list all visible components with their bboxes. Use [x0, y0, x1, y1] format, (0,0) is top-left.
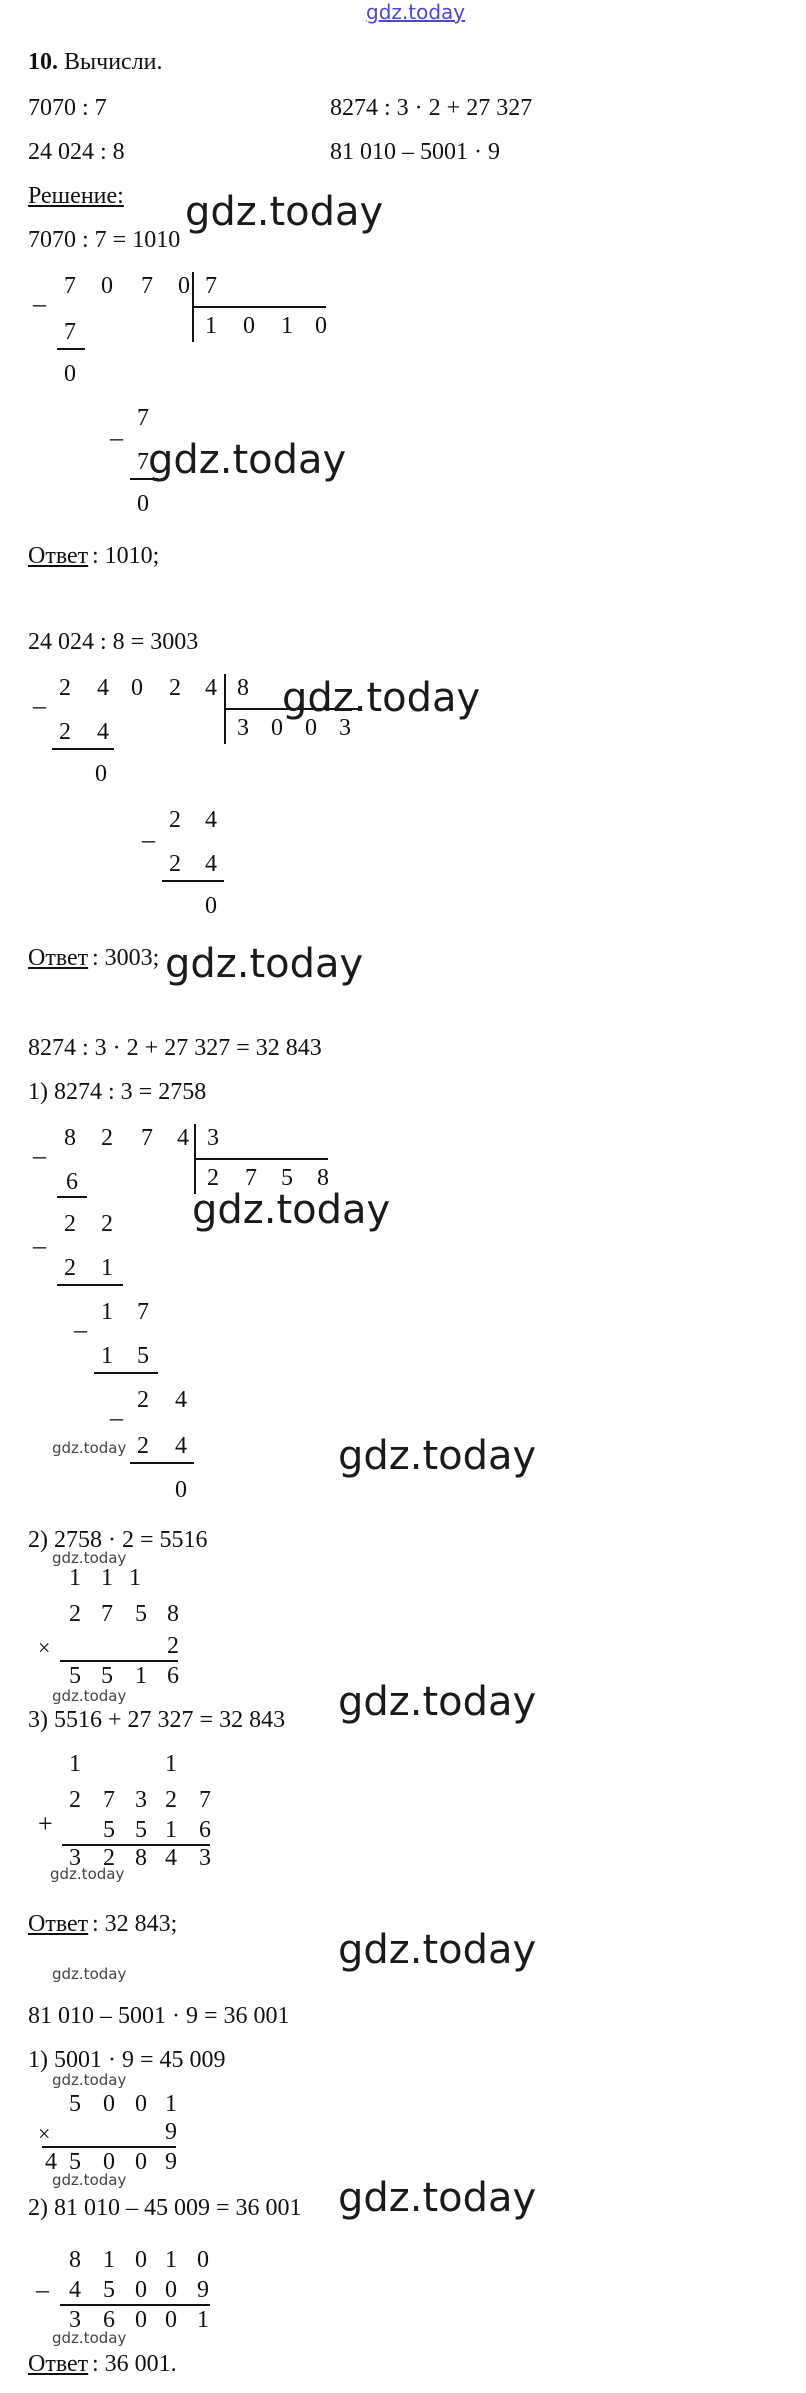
step-line — [52, 748, 114, 750]
s3-mul-digit: 7 — [101, 1601, 113, 1627]
s4-mul-result-digit: 0 — [103, 2149, 115, 2175]
expr-2: 8274 : 3 · 2 + 27 327 — [330, 95, 533, 121]
watermark: gdz.today — [338, 1679, 537, 1725]
s3-step-digit: 2 — [101, 1211, 113, 1237]
task-title: Вычисли. — [64, 49, 163, 75]
s3-dividend-digit: 2 — [101, 1125, 113, 1151]
s4-sub-digit: 4 — [69, 2277, 81, 2303]
task-header — [28, 48, 163, 76]
s3-step-digit: 5 — [137, 1343, 149, 1369]
s3-add-digit: 6 — [199, 1817, 211, 1843]
s1-quotient-digit: 1 — [281, 313, 293, 339]
s3-answer: : 32 843; — [92, 1911, 178, 1937]
s3-answer-label: Ответ — [28, 1911, 89, 1937]
s3-step-digit: 1 — [101, 1299, 113, 1325]
minus-sign: – — [74, 1315, 87, 1344]
watermark: gdz.today — [50, 1865, 125, 1883]
s3-mul-digit: 2 — [167, 1633, 179, 1659]
s4-mul-digit: 0 — [135, 2091, 147, 2117]
watermark: gdz.today — [338, 2175, 537, 2221]
s4-sub-digit: 9 — [197, 2277, 209, 2303]
s3-step-digit: 4 — [175, 1387, 187, 1413]
watermark: gdz.today — [52, 2071, 127, 2089]
s2-dividend-digit: 4 — [205, 675, 217, 701]
s2-step-digit: 0 — [95, 761, 107, 787]
step-line — [162, 880, 224, 882]
watermark: gdz.today — [52, 1439, 127, 1457]
s3-mul-result-digit: 1 — [135, 1663, 147, 1689]
s3-step-digit: 4 — [175, 1433, 187, 1459]
minus-sign: – — [110, 1403, 123, 1432]
minus-sign: – — [33, 691, 46, 720]
s1-step-digit: 7 — [137, 405, 149, 431]
watermark: gdz.today — [52, 2171, 127, 2189]
s3-mul-result-digit: 5 — [69, 1663, 81, 1689]
watermark: gdz.today — [185, 189, 384, 235]
step-line — [57, 348, 85, 350]
minus-sign: – — [110, 423, 123, 452]
watermark: gdz.today — [52, 1965, 127, 1983]
s3-add-digit: 7 — [103, 1787, 115, 1813]
s4-sub-result-digit: 0 — [135, 2307, 147, 2333]
step-line — [57, 1196, 87, 1198]
watermark: gdz.today — [282, 675, 481, 721]
s4-sub-result-digit: 3 — [69, 2307, 81, 2333]
s2-step-digit: 4 — [205, 851, 217, 877]
watermark-top: gdz.today — [366, 0, 466, 24]
s4-sub-result-digit: 1 — [197, 2307, 209, 2333]
s4-mul-result-digit: 4 — [45, 2149, 57, 2175]
s3-step-digit: 1 — [101, 1255, 113, 1281]
s2-dividend-digit: 4 — [97, 675, 109, 701]
s1-divisor: 7 — [205, 273, 217, 299]
s4-sub-digit: 0 — [197, 2247, 209, 2273]
s4-sub-digit: 0 — [135, 2277, 147, 2303]
minus-sign: – — [33, 289, 46, 318]
s1-dividend-digit: 7 — [64, 273, 76, 299]
expr-1: 7070 : 7 — [28, 95, 107, 121]
carry-digit: 1 — [69, 1565, 81, 1591]
s4-line: 81 010 – 5001 · 9 = 36 001 — [28, 2003, 290, 2029]
s1-step-digit: 7 — [137, 449, 149, 475]
s1-dividend-digit: 0 — [178, 273, 190, 299]
carry-digit: 1 — [165, 1751, 177, 1777]
s1-step-digit: 0 — [64, 361, 76, 387]
s3-quotient-digit: 8 — [317, 1165, 329, 1191]
s3-dividend-digit: 7 — [141, 1125, 153, 1151]
times-sign: × — [38, 2121, 51, 2146]
s3-quotient-digit: 5 — [281, 1165, 293, 1191]
s3-quotient-digit: 7 — [245, 1165, 257, 1191]
s1-answer-label: Ответ — [28, 543, 89, 569]
s4-sub-result-digit: 0 — [165, 2307, 177, 2333]
solution-label: Решение: — [28, 183, 124, 209]
s3-divisor: 3 — [207, 1125, 219, 1151]
s3-add-digit: 5 — [103, 1817, 115, 1843]
s3-dividend-digit: 4 — [177, 1125, 189, 1151]
s2-quotient-digit: 0 — [271, 715, 283, 741]
step-line — [130, 1462, 194, 1464]
s3-add-digit: 1 — [165, 1817, 177, 1843]
times-sign: × — [38, 1635, 51, 1660]
s3-mul-result-digit: 5 — [101, 1663, 113, 1689]
s3-step-digit: 0 — [175, 1477, 187, 1503]
watermark: gdz.today — [148, 437, 347, 483]
s2-line: 24 024 : 8 = 3003 — [28, 629, 199, 655]
s3-add-result-digit: 8 — [135, 1845, 147, 1871]
s3-step3: 3) 5516 + 27 327 = 32 843 — [28, 1707, 286, 1733]
carry-digit: 1 — [101, 1565, 113, 1591]
minus-sign: – — [33, 1141, 46, 1170]
s3-step2: 2) 2758 · 2 = 5516 — [28, 1527, 208, 1553]
s3-add-result-digit: 4 — [165, 1845, 177, 1871]
division-line — [194, 1158, 328, 1160]
watermark: gdz.today — [52, 1549, 127, 1567]
minus-sign: – — [33, 1231, 46, 1260]
s3-add-result-digit: 2 — [103, 1845, 115, 1871]
s2-dividend-digit: 2 — [59, 675, 71, 701]
step-line — [94, 1372, 158, 1374]
s3-step-digit: 1 — [101, 1343, 113, 1369]
minus-sign: – — [142, 825, 155, 854]
step-line — [57, 1284, 123, 1286]
s2-answer-label: Ответ — [28, 945, 89, 971]
s2-step-digit: 2 — [59, 719, 71, 745]
s4-sub-digit: 1 — [103, 2247, 115, 2273]
s4-mul-digit: 5 — [69, 2091, 81, 2117]
s4-mul-digit: 9 — [165, 2119, 177, 2145]
s4-mul-result-digit: 0 — [135, 2149, 147, 2175]
s3-step-digit: 7 — [137, 1299, 149, 1325]
s1-quotient-digit: 0 — [243, 313, 255, 339]
s3-mul-digit: 5 — [135, 1601, 147, 1627]
solution-label-text: Решение — [28, 183, 118, 209]
s2-step-digit: 0 — [205, 893, 217, 919]
s2-step-digit: 2 — [169, 851, 181, 877]
s4-sub-result-digit: 6 — [103, 2307, 115, 2333]
watermark: gdz.today — [338, 1433, 537, 1479]
s2-step-digit: 4 — [205, 807, 217, 833]
s3-mul-digit: 8 — [167, 1601, 179, 1627]
s2-quotient-digit: 3 — [237, 715, 249, 741]
s4-mul-result-digit: 9 — [165, 2149, 177, 2175]
watermark: gdz.today — [52, 1687, 127, 1705]
s4-sub-digit: 5 — [103, 2277, 115, 2303]
s1-line: 7070 : 7 = 1010 — [28, 227, 181, 253]
s1-quotient-digit: 0 — [315, 313, 327, 339]
s3-mul-result-digit: 6 — [167, 1663, 179, 1689]
plus-sign: + — [38, 1809, 53, 1838]
division-line — [192, 306, 326, 308]
s2-dividend-digit: 2 — [169, 675, 181, 701]
s2-answer: : 3003; — [92, 945, 160, 971]
s3-step-digit: 2 — [64, 1211, 76, 1237]
s2-quotient-digit: 3 — [339, 715, 351, 741]
s2-step-digit: 4 — [97, 719, 109, 745]
s4-mul-digit: 0 — [103, 2091, 115, 2117]
s3-step1: 1) 8274 : 3 = 2758 — [28, 1079, 207, 1105]
s4-answer: : 36 001. — [92, 2351, 177, 2377]
s4-sub-digit: 0 — [135, 2247, 147, 2273]
s2-dividend-digit: 0 — [131, 675, 143, 701]
minus-sign: – — [36, 2275, 49, 2304]
s2-step-digit: 2 — [169, 807, 181, 833]
s3-dividend-digit: 8 — [64, 1125, 76, 1151]
carry-digit: 1 — [69, 1751, 81, 1777]
s4-answer-label: Ответ — [28, 2351, 89, 2377]
s3-add-result-digit: 3 — [199, 1845, 211, 1871]
expr-3: 24 024 : 8 — [28, 139, 125, 165]
s4-sub-digit: 8 — [69, 2247, 81, 2273]
s1-answer: : 1010; — [92, 543, 160, 569]
carry-digit: 1 — [129, 1565, 141, 1591]
s3-quotient-digit: 2 — [207, 1165, 219, 1191]
s3-mul-digit: 2 — [69, 1601, 81, 1627]
s3-add-result-digit: 3 — [69, 1845, 81, 1871]
s1-quotient-digit: 1 — [205, 313, 217, 339]
s4-mul-digit: 1 — [165, 2091, 177, 2117]
s2-quotient-digit: 0 — [305, 715, 317, 741]
s3-step-digit: 6 — [66, 1169, 78, 1195]
task-number: 10. — [28, 49, 58, 75]
s2-divisor: 8 — [237, 675, 249, 701]
s3-add-digit: 3 — [135, 1787, 147, 1813]
s3-step-digit: 2 — [64, 1255, 76, 1281]
s3-add-digit: 2 — [69, 1787, 81, 1813]
s4-step2: 2) 81 010 – 45 009 = 36 001 — [28, 2195, 302, 2221]
watermark: gdz.today — [338, 1927, 537, 1973]
s1-dividend-digit: 0 — [101, 273, 113, 299]
s1-step-digit: 7 — [64, 319, 76, 345]
watermark: gdz.today — [52, 2329, 127, 2347]
watermark: gdz.today — [165, 941, 364, 987]
watermark: gdz.today — [192, 1187, 391, 1233]
s3-add-digit: 5 — [135, 1817, 147, 1843]
s4-sub-digit: 0 — [165, 2277, 177, 2303]
s3-line: 8274 : 3 · 2 + 27 327 = 32 843 — [28, 1035, 322, 1061]
s4-step1: 1) 5001 · 9 = 45 009 — [28, 2047, 226, 2073]
s4-sub-digit: 1 — [165, 2247, 177, 2273]
expr-4: 81 010 – 5001 · 9 — [330, 139, 500, 165]
s3-add-digit: 7 — [199, 1787, 211, 1813]
s3-step-digit: 2 — [137, 1387, 149, 1413]
s3-step-digit: 2 — [137, 1433, 149, 1459]
s3-add-digit: 2 — [165, 1787, 177, 1813]
s4-mul-result-digit: 5 — [69, 2149, 81, 2175]
s1-dividend-digit: 7 — [141, 273, 153, 299]
s1-step-digit: 0 — [137, 491, 149, 517]
